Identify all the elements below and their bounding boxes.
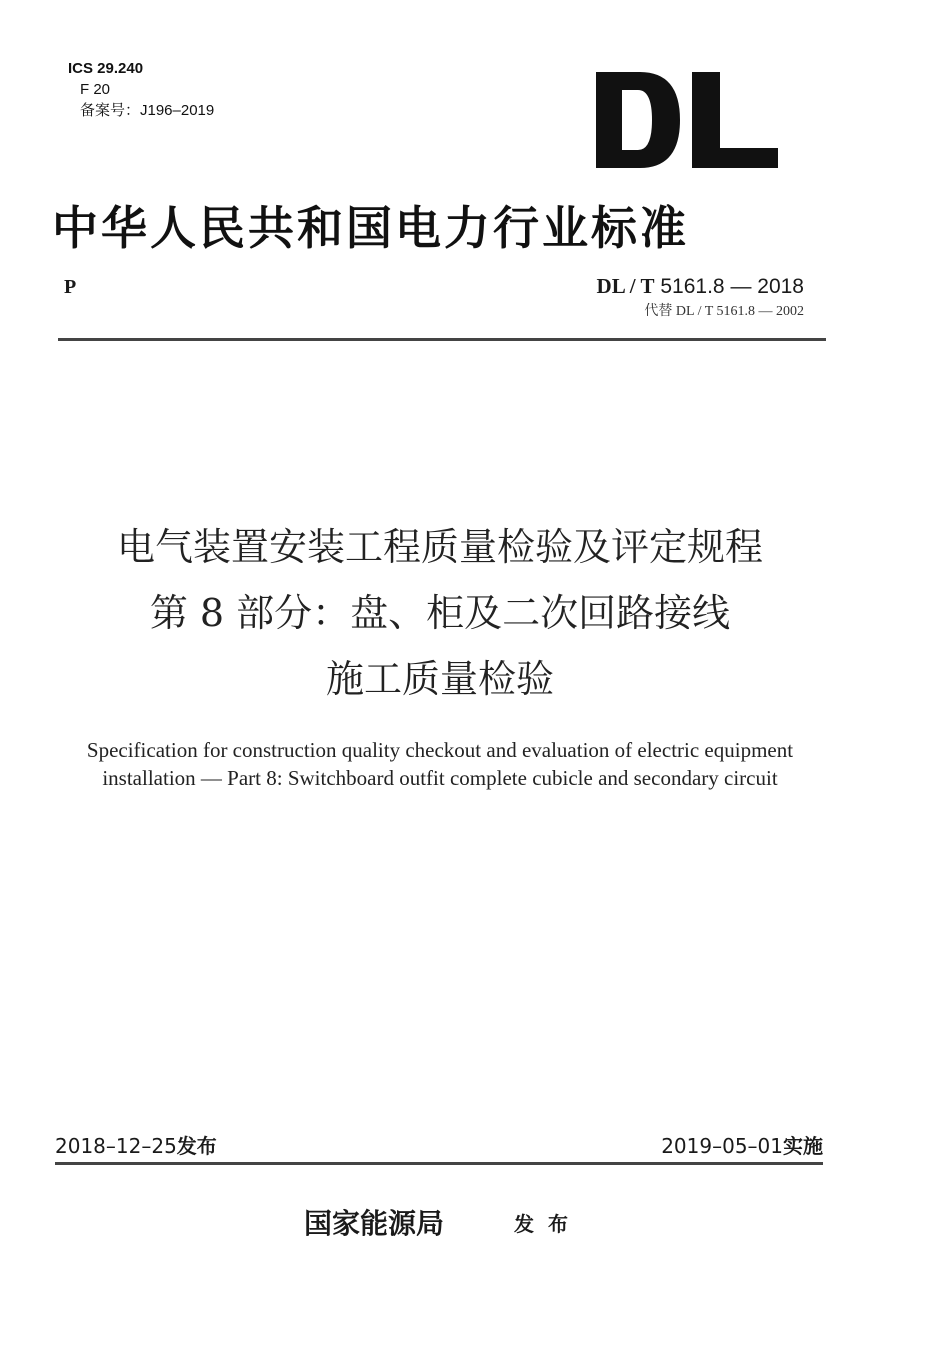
chinese-title-line-3: 施工质量检验 <box>325 657 554 701</box>
publish-label: 发布 <box>176 1134 217 1158</box>
standard-number <box>597 274 804 299</box>
chinese-title-line-2: 第 8 部分：盘、柜及二次回路接线 <box>149 591 731 635</box>
issuer-action: 发布 <box>514 1212 582 1236</box>
dl-logo <box>592 72 782 168</box>
english-title-line-2: installation — Part 8: Switchboard outfit complete cubicle and secondary circuit <box>102 766 778 790</box>
standard-number-value: 5161.8 — 2018 <box>660 275 804 298</box>
implement-label: 实施 <box>783 1134 823 1158</box>
record-number: 备案号：J196–2019 <box>80 102 215 119</box>
standard-prefix: DL / T <box>596 274 655 298</box>
standard-title: 中华人民共和国电力行业标准 <box>52 201 689 255</box>
replaces-note: 代替 DL / T 5161.8 — 2002 <box>644 304 804 319</box>
document-meta <box>68 58 214 121</box>
issuer-name: 国家能源局 <box>304 1207 445 1240</box>
header-divider <box>58 338 826 341</box>
ics-code: ICS 29.240 <box>68 60 144 77</box>
publish-date-value: 2018–12–25 <box>55 1134 177 1158</box>
english-title-line-1: Specification for construction quality checkout and evaluation of electric equipment <box>86 738 794 762</box>
implement-date <box>661 1130 823 1159</box>
implement-date-value: 2019–05–01 <box>661 1134 783 1158</box>
footer-divider <box>55 1162 823 1165</box>
publish-date <box>55 1130 217 1159</box>
category-code: P <box>64 276 77 298</box>
chinese-title-line-1: 电气装置安装工程质量检验及评定规程 <box>116 525 763 569</box>
classification-code: F 20 <box>80 81 111 98</box>
